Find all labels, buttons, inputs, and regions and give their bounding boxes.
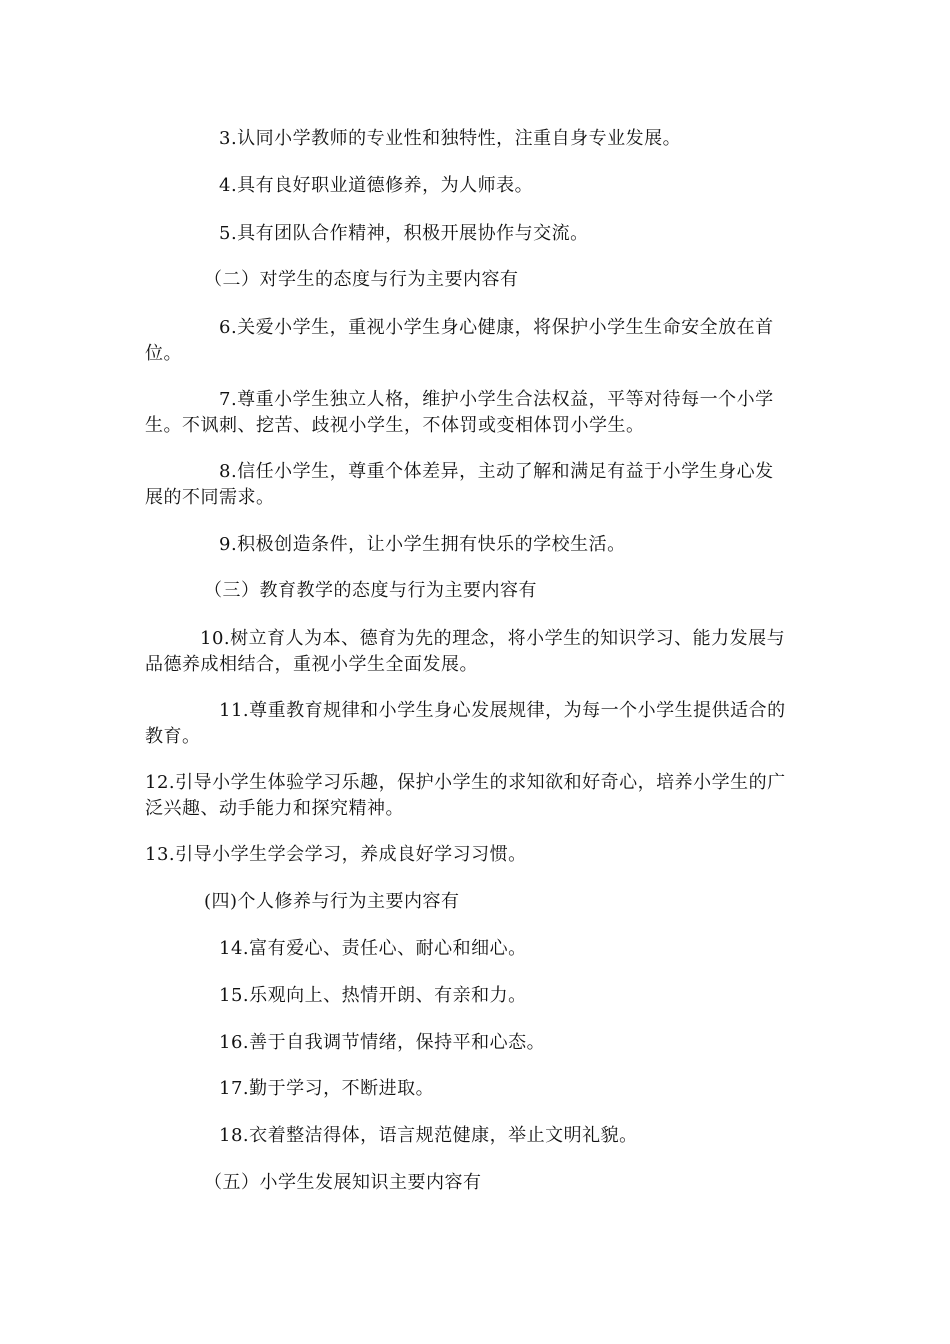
text-line-item-6: 6.关爱小学生，重视小学生身心健康，将保护小学生生命安全放在首 [219, 317, 774, 338]
text-line-item-5: 5.具有团队合作精神，积极开展协作与交流。 [219, 223, 589, 244]
section-heading-3: （三）教育教学的态度与行为主要内容有 [204, 580, 537, 601]
section-heading-2: （二）对学生的态度与行为主要内容有 [204, 269, 519, 290]
text-line-item-12-cont: 泛兴趣、动手能力和探究精神。 [145, 798, 404, 819]
text-line-item-6-cont: 位。 [145, 343, 182, 364]
text-line-item-10: 10.树立育人为本、德育为先的理念，将小学生的知识学习、能力发展与 [200, 628, 786, 649]
text-line-item-4: 4.具有良好职业道德修养，为人师表。 [219, 175, 534, 196]
text-line-item-14: 14.富有爱心、责任心、耐心和细心。 [219, 938, 527, 959]
text-line-item-12: 12.引导小学生体验学习乐趣，保护小学生的求知欲和好奇心，培养小学生的广 [145, 772, 786, 793]
section-heading-5: （五）小学生发展知识主要内容有 [204, 1172, 482, 1193]
text-line-item-3: 3.认同小学教师的专业性和独特性，注重自身专业发展。 [219, 128, 682, 149]
text-line-item-8: 8.信任小学生，尊重个体差异，主动了解和满足有益于小学生身心发 [219, 461, 774, 482]
text-line-item-8-cont: 展的不同需求。 [145, 487, 275, 508]
text-line-item-11: 11.尊重教育规律和小学生身心发展规律，为每一个小学生提供适合的 [219, 700, 786, 721]
section-heading-4: (四)个人修养与行为主要内容有 [204, 891, 460, 912]
text-line-item-15: 15.乐观向上、热情开朗、有亲和力。 [219, 985, 527, 1006]
text-line-item-17: 17.勤于学习，不断进取。 [219, 1078, 435, 1099]
text-line-item-7: 7.尊重小学生独立人格，维护小学生合法权益，平等对待每一个小学 [219, 389, 774, 410]
text-line-item-16: 16.善于自我调节情绪，保持平和心态。 [219, 1032, 546, 1053]
text-line-item-7-cont: 生。不讽刺、挖苦、歧视小学生，不体罚或变相体罚小学生。 [145, 415, 645, 436]
text-line-item-18: 18.衣着整洁得体，语言规范健康，举止文明礼貌。 [219, 1125, 638, 1146]
text-line-item-11-cont: 教育。 [145, 726, 201, 747]
text-line-item-9: 9.积极创造条件，让小学生拥有快乐的学校生活。 [219, 534, 626, 555]
text-line-item-13: 13.引导小学生学会学习，养成良好学习习惯。 [145, 844, 527, 865]
text-line-item-10-cont: 品德养成相结合，重视小学生全面发展。 [145, 654, 478, 675]
